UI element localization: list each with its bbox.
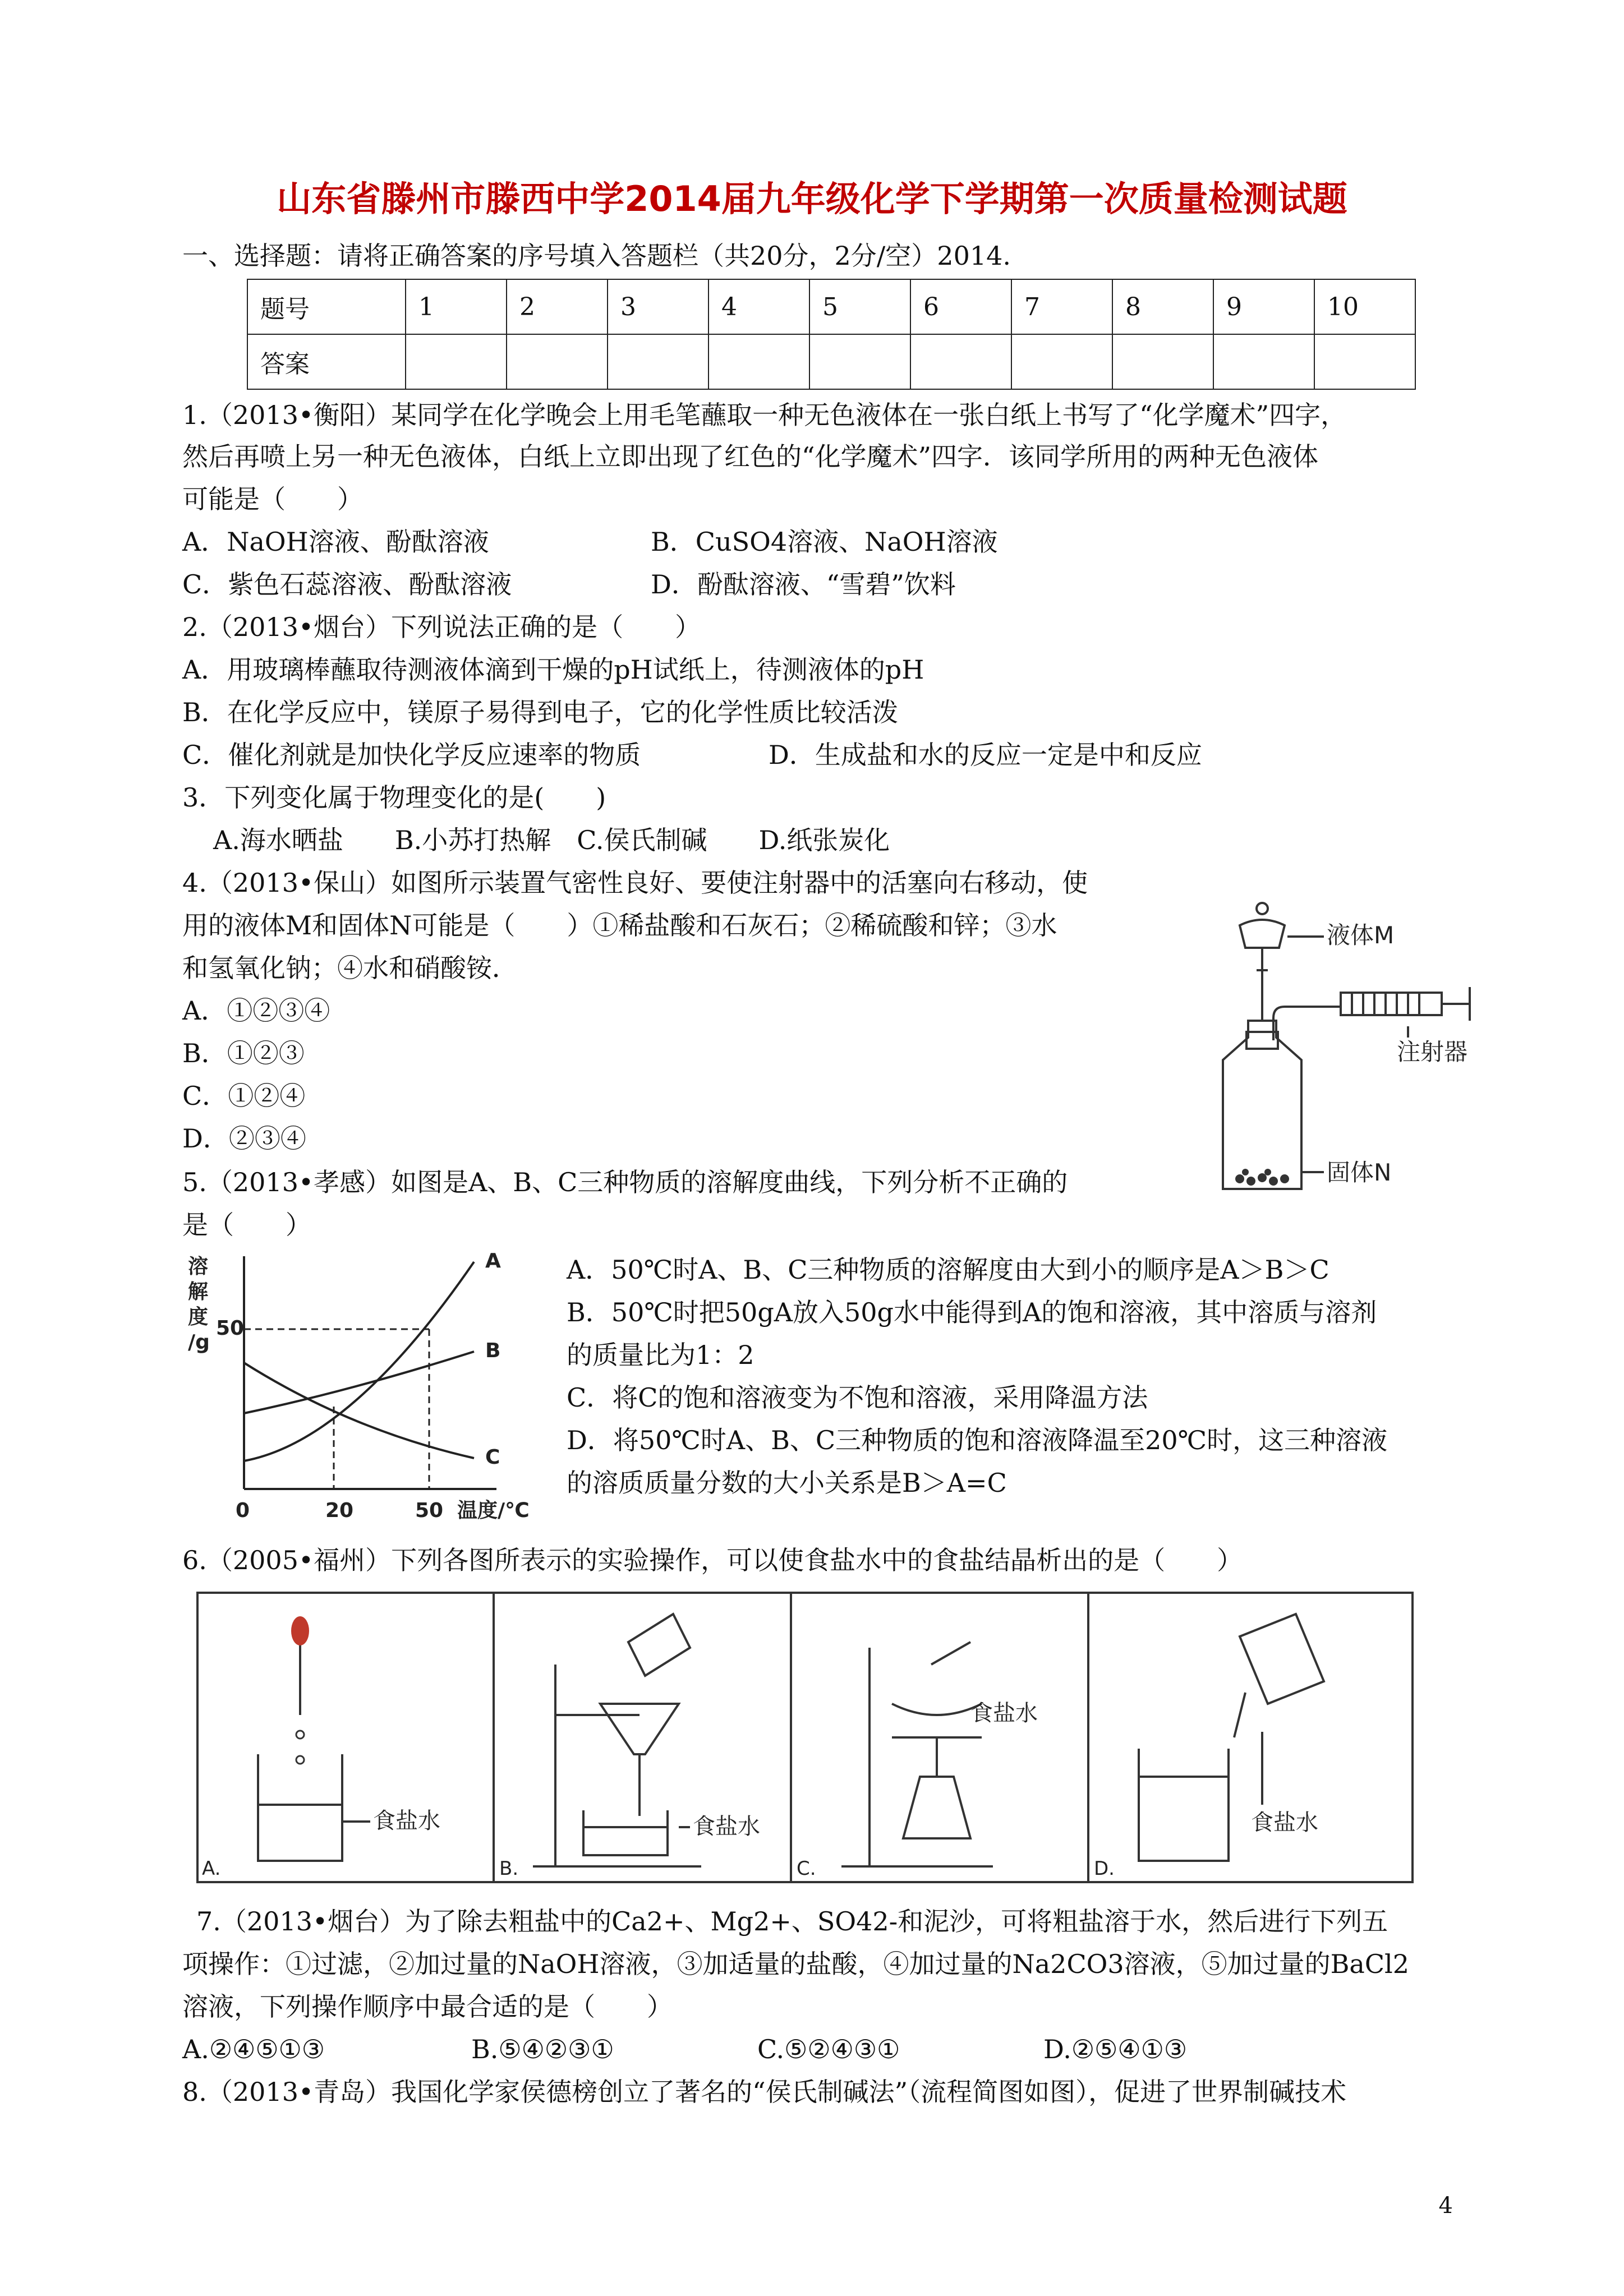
answer-cell[interactable]: [507, 334, 608, 389]
panel-a-letter: A.: [202, 1857, 221, 1880]
q2-option-d: D．生成盐和水的反应一定是中和反应: [769, 740, 1202, 770]
q2-line1: 2.（2013•烟台）下列说法正确的是（ ）: [182, 612, 701, 642]
q5-option-b2: 的质量比为1：2: [567, 1340, 755, 1370]
q2-option-a: A．用玻璃棒蘸取待测液体滴到干燥的pH试纸上，待测液体的pH: [182, 654, 924, 685]
panel-c-label: 食盐水: [970, 1700, 1038, 1726]
q7-option-a: A.②④⑤①③: [182, 2034, 325, 2064]
table-cell: 5: [809, 279, 910, 334]
page-title: 山东省滕州市滕西中学2014届九年级化学下学期第一次质量检测试题: [277, 178, 1347, 219]
q1-line2: 然后再喷上另一种无色液体，白纸上立即出现了红色的“化学魔术”四字．该同学所用的两种无色液体: [182, 441, 1319, 472]
solid-n-label: 固体N: [1327, 1159, 1392, 1186]
q4-line2: 用的液体M和固体N可能是（ ）①稀盐酸和石灰石；②稀硫酸和锌；③水: [182, 910, 1057, 940]
panel-b-letter: B.: [499, 1857, 519, 1880]
ylabel-char: 度: [188, 1306, 209, 1329]
q1-option-c: C．紫色石蕊溶液、酚酞溶液: [182, 569, 512, 600]
panel-a-label: 食盐水: [373, 1808, 440, 1834]
answer-cell[interactable]: [1112, 334, 1213, 389]
q5-option-b1: B．50℃时把50gA放入50g水中能得到A的饱和溶液，其中溶质与溶剂: [567, 1297, 1377, 1327]
table-header-cell: 答案: [247, 334, 406, 389]
answer-cell[interactable]: [1011, 334, 1112, 389]
ylabel-char: 解: [188, 1280, 209, 1303]
q2-option-b: B．在化学反应中，镁原子易得到电子，它的化学性质比较活泼: [182, 697, 898, 727]
panel-a-dropper: [258, 1642, 370, 1861]
q2-option-c: C．催化剂就是加快化学反应速率的物质: [182, 740, 641, 770]
table-row: [247, 334, 1415, 389]
q7-line1: 7.（2013•烟台）为了除去粗盐中的Ca2+、Mg2+、SO42-和泥沙，可将粗盐溶于水，然后进行下列五: [196, 1906, 1388, 1937]
syringe-label: 注射器: [1397, 1038, 1468, 1066]
x-axis-label: 温度/℃: [457, 1499, 530, 1522]
q7-line2: 项操作：①过滤，②加过量的NaOH溶液，③加适量的盐酸，④加过量的Na2CO3溶液，⑤加过量的BaCl2: [182, 1949, 1410, 1979]
q5-line1: 5.（2013•孝感）如图是A、B、C三种物质的溶解度曲线，下列分析不正确的: [182, 1167, 1068, 1197]
table-header-cell: 题号: [247, 279, 406, 334]
curve-a-label: A: [485, 1251, 501, 1273]
q7-option-c: C.⑤②④③①: [757, 2034, 900, 2064]
answer-cell[interactable]: [910, 334, 1011, 389]
q1-option-b: B．CuSO4溶液、NaOH溶液: [651, 527, 998, 557]
answer-cell[interactable]: [709, 334, 809, 389]
table-row: [247, 279, 1415, 334]
answer-cell[interactable]: [1314, 334, 1415, 389]
table-cell: 7: [1011, 279, 1112, 334]
panel-c-letter: C.: [797, 1857, 816, 1880]
table-cell: 8: [1112, 279, 1213, 334]
answer-cell[interactable]: [608, 334, 709, 389]
q3-options: A.海水晒盐 B.小苏打热解 C.侯氏制碱 D.纸张炭化: [213, 825, 890, 855]
table-cell: 10: [1314, 279, 1415, 334]
x-tick-50: 50: [415, 1499, 444, 1522]
q1-option-a: A．NaOH溶液、酚酞溶液: [182, 527, 489, 557]
panel-b-filtration: [533, 1614, 701, 1866]
q7-option-d: D.②⑤④①③: [1043, 2034, 1188, 2064]
q5-option-d2: 的溶质质量分数的大小关系是B＞A=C: [567, 1468, 1007, 1498]
q3-line1: 3．下列变化属于物理变化的是( ): [182, 782, 606, 813]
x-tick-20: 20: [325, 1499, 354, 1522]
panel-c-evaporation: [841, 1642, 993, 1866]
table-cell: 1: [406, 279, 507, 334]
q8-line1: 8.（2013•青岛）我国化学家侯德榜创立了著名的“侯氏制碱法”（流程简图如图），促进了世界制碱技术: [182, 2077, 1347, 2107]
dropper-bulb-icon: [291, 1616, 309, 1645]
q4-option-b: B．①②③: [182, 1038, 305, 1068]
section-heading: 一、选择题：请将正确答案的序号填入答题栏（共20分，2分/空）2014.: [182, 241, 1011, 271]
panel-b-label: 食盐水: [693, 1814, 760, 1839]
q7-line3: 溶液，下列操作顺序中最合适的是（ ）: [182, 1991, 673, 2022]
q6-line1: 6.（2005•福州）下列各图所表示的实验操作，可以使食盐水中的食盐结晶析出的是（ ）: [182, 1545, 1243, 1575]
q5-option-c: C．将C的饱和溶液变为不饱和溶液，采用降温方法: [567, 1382, 1148, 1413]
page-number: 4: [1438, 2193, 1453, 2219]
ylabel-char: /g: [188, 1331, 210, 1354]
gas-apparatus-figure: [1195, 892, 1487, 1206]
q1-line1: 1.（2013•衡阳）某同学在化学晚会上用毛笔蘸取一种无色液体在一张白纸上书写了“化学魔术”四字，: [182, 400, 1347, 430]
x-tick-0: 0: [236, 1499, 250, 1522]
table-cell: 9: [1213, 279, 1314, 334]
answer-cell[interactable]: [809, 334, 910, 389]
liquid-m-label: 液体M: [1327, 921, 1395, 949]
answer-table: [247, 279, 1416, 390]
curve-c: [244, 1363, 474, 1458]
table-cell: 3: [608, 279, 709, 334]
answer-cell[interactable]: [406, 334, 507, 389]
ylabel-char: 溶: [188, 1255, 209, 1278]
curve-c-label: C: [485, 1446, 500, 1469]
q4-line3: 和氢氧化钠；④水和硝酸铵．: [182, 953, 518, 983]
q5-option-a: A．50℃时A、B、C三种物质的溶解度由大到小的顺序是A＞B＞C: [567, 1255, 1329, 1285]
crystallization-figures: [196, 1592, 1414, 1883]
panel-d-letter: D.: [1094, 1857, 1115, 1880]
table-cell: 4: [709, 279, 809, 334]
q7-option-b: B.⑤④②③①: [471, 2034, 614, 2064]
q4-option-d: D．②③④: [182, 1123, 306, 1154]
table-cell: 2: [507, 279, 608, 334]
q5-option-d1: D．将50℃时A、B、C三种物质的饱和溶液降温至20℃时，这三种溶液: [567, 1425, 1388, 1455]
q5-line2: 是（ ）: [182, 1210, 311, 1240]
y-tick-50: 50: [216, 1317, 245, 1340]
curve-b-label: B: [485, 1339, 501, 1362]
q1-line3: 可能是（ ）: [182, 484, 363, 514]
q4-option-a: A．①②③④: [182, 995, 330, 1026]
solubility-graph: [182, 1251, 564, 1531]
q4-option-c: C．①②④: [182, 1081, 306, 1111]
panel-d-label: 食盐水: [1251, 1810, 1318, 1836]
answer-cell[interactable]: [1213, 334, 1314, 389]
table-cell: 6: [910, 279, 1011, 334]
q4-line1: 4.（2013•保山）如图所示装置气密性良好、要使注射器中的活塞向右移动，使: [182, 868, 1088, 898]
q1-option-d: D．酚酞溶液、“雪碧”饮料: [651, 569, 956, 600]
